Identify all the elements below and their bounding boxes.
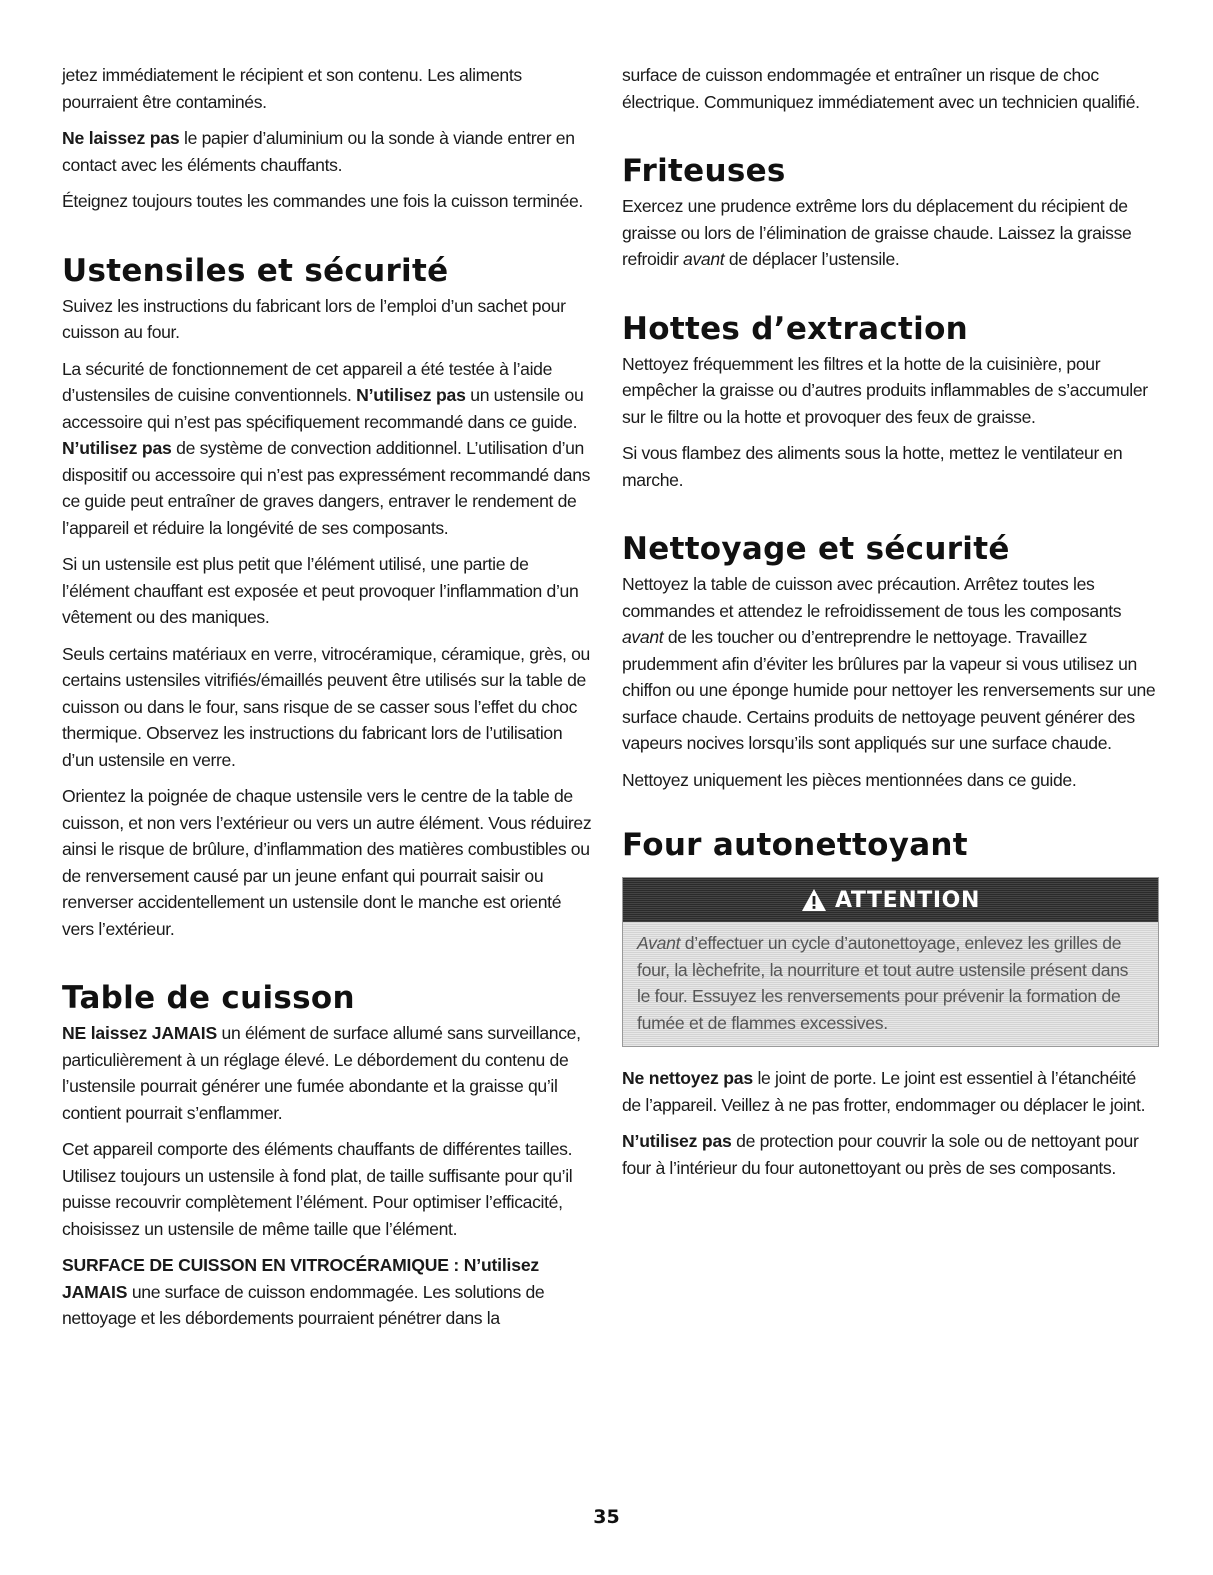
paragraph: Suivez les instructions du fabricant lors de l’emploi d’un sachet pour cuisson au four. [62, 295, 566, 342]
paragraph: Ne nettoyez pas le joint de porte. Le joint est essentiel à l’étanchéité de l’appareil. Veillez à ne pas frotter, endommager ou déplacer le joint. [622, 1068, 1146, 1115]
paragraph: Éteignez toujours toutes les commandes une fois la cuisson terminée. [62, 191, 583, 211]
right-column [622, 62, 1157, 1191]
section-heading-table-de-cuisson: Table de cuisson [62, 980, 355, 1016]
attention-text: Avant d’effectuer un cycle d’autonettoyage, enlevez les grilles de four, la lèchefrite, la nourriture et tout autre ustensile présent dans le four. Essuyez les renversements pour prévenir la formation de fumée et de flammes excessives. [637, 933, 1129, 1033]
paragraph: Nettoyez la table de cuisson avec précaution. Arrêtez toutes les commandes et attendez le refroidissement de tous les composants avant de les toucher ou d’entreprendre le nettoyage. Travaillez prudemment afin d’éviter les brûlures par la vapeur si vous utilisez un chiffon ou une éponge humide pour nettoyer les renversements sur une surface chaude. Certains produits de nettoyage peuvent générer des vapeurs nocives lorsqu’ils sont appliqués sur une surface chaude. [622, 574, 1156, 753]
paragraph: N’utilisez pas de protection pour couvrir la sole ou de nettoyant pour four à l’intérieur du four autonettoyant ou près de ses composants. [622, 1131, 1139, 1178]
warning-icon [801, 888, 827, 912]
paragraph: La sécurité de fonctionnement de cet appareil a été testée à l’aide d’ustensiles de cuisine conventionnels. N’utilisez pas un ustensile ou accessoire qui n’est pas spécifiquement recommandé dans ce guide. N’utilisez pas de système de convection additionnel. L’utilisation d’un dispositif ou accessoire qui n’est pas expressément recommandé dans ce guide peut entraîner de graves dangers, entraver le rendement de l’appareil et réduire la longévité de ses composants. [62, 358, 591, 538]
paragraph: Si un ustensile est plus petit que l’élément utilisé, une partie de l’élément chauffant est exposée et peut provoquer l’inflammation d’un vêtement ou des maniques. [62, 554, 579, 627]
attention-label: ATTENTION [835, 887, 980, 913]
paragraph: NE laissez JAMAIS un élément de surface allumé sans surveillance, particulièrement à un réglage élevé. Le débordement du contenu de l’ustensile pourrait générer une fumée abondante et la graisse qu’il contient pourrait s’enflammer. [62, 1023, 581, 1123]
section-heading-hottes: Hottes d’extraction [622, 310, 969, 347]
left-column [62, 62, 592, 1342]
paragraph: Ne laissez pas le papier d’aluminium ou la sonde à viande entrer en contact avec les éléments chauffants. [62, 128, 575, 175]
paragraph: Seuls certains matériaux en verre, vitrocéramique, céramique, grès, ou certains ustensiles vitrifiés/émaillés peuvent être utilisés sur la table de cuisson ou dans le four, sans risque de se casser sous l’effet du choc thermique. Observez les instructions du fabricant lors de l’utilisation d’un ustensile en verre. [62, 643, 590, 770]
paragraph: Exercez une prudence extrême lors du déplacement du récipient de graisse ou lors de l’élimination de graisse chaude. Laissez la graisse refroidir avant de déplacer l’ustensile. [622, 196, 1132, 269]
paragraph: Nettoyez fréquemment les filtres et la hotte de la cuisinière, pour empêcher la graisse ou d’autres produits inflammables de s’accumuler sur le filtre ou la hotte et provoquer des feux de graisse. [622, 353, 1148, 427]
attention-box [622, 877, 1159, 1047]
paragraph: Si vous flambez des aliments sous la hotte, mettez le ventilateur en marche. [622, 443, 1123, 490]
paragraph: Orientez la poignée de chaque ustensile vers le centre de la table de cuisson, et non vers l’extérieur ou vers un autre élément. Vous réduirez ainsi le risque de brûlure, d’inflammation des matières combustibles ou de renversement causé par un jeune enfant qui pourrait saisir ou renverser accidentellement un ustensile dont le manche est orienté vers l’extérieur. [62, 786, 592, 939]
page-number: 35 [593, 1506, 620, 1528]
section-heading-ustensiles: Ustensiles et sécurité [62, 252, 449, 289]
paragraph: Nettoyez uniquement les pièces mentionnées dans ce guide. [622, 769, 1077, 790]
paragraph: surface de cuisson endommagée et entraîner un risque de choc électrique. Communiquez immédiatement avec un technicien qualifié. [622, 65, 1140, 112]
paragraph: Cet appareil comporte des éléments chauffants de différentes tailles. Utilisez toujours un ustensile à fond plat, de taille suffisante pour qu’il puisse recouvrir complètement l’élément. Pour optimiser l’efficacité, choisissez un ustensile de même taille que l’élément. [62, 1139, 573, 1239]
paragraph: SURFACE DE CUISSON EN VITROCÉRAMIQUE : N’utilisez JAMAIS une surface de cuisson endommagée. Les solutions de nettoyage et les débordements pourraient pénétrer dans la [62, 1255, 545, 1328]
section-heading-nettoyage: Nettoyage et sécurité [622, 531, 1010, 567]
section-heading-friteuses: Friteuses [622, 153, 786, 189]
attention-header [623, 878, 1158, 922]
section-heading-four-autonettoyant: Four autonettoyant [622, 827, 968, 863]
paragraph: jetez immédiatement le récipient et son contenu. Les aliments pourraient être contaminés. [62, 65, 522, 112]
